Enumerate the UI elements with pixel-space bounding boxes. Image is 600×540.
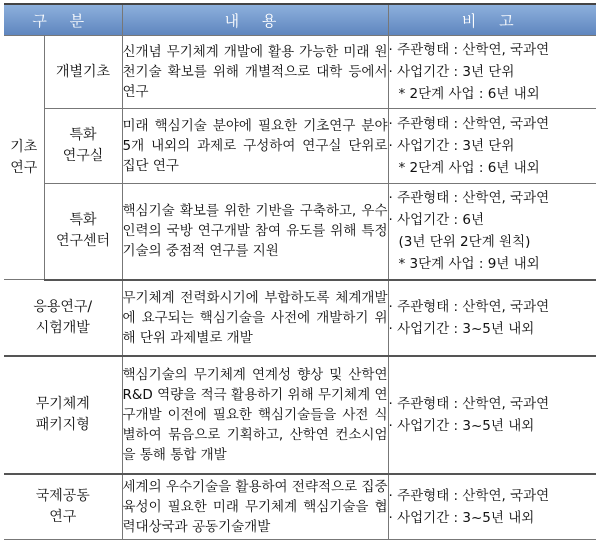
table-row <box>4 36 596 109</box>
row-note <box>388 280 596 356</box>
header-note: 비 고 <box>388 4 596 36</box>
row-name-line: 개별기초 <box>55 63 111 80</box>
note-line: · 사업기간 : 6년 <box>388 212 485 229</box>
note-line: * 3단계 사업 : 9년 내외 <box>398 256 540 273</box>
row-name-line: 연구 <box>49 508 77 525</box>
row-name-line: 연구센터 <box>55 233 111 250</box>
note-line: · 사업기간 : 3년 단위 <box>388 138 515 154</box>
row-name <box>4 356 122 474</box>
row-name-line: 국제공동 <box>35 487 90 504</box>
row-name-line: 응용연구/ <box>33 298 93 315</box>
row-name-line: 특화 <box>69 212 97 229</box>
row-content: 신개념 무기체계 개발에 활용 가능한 미래 원천기술 확보를 위해 개별적으로 대학 등에서 연구 <box>122 36 388 109</box>
table-row <box>4 474 596 540</box>
row-content: 핵심기술 확보를 위한 기반을 구축하고, 우수인력의 국방 연구개발 참여 유도를 위해 특정 기술의 중점적 연구를 지원 <box>122 184 388 280</box>
row-note <box>388 474 596 540</box>
note-line: (3년 단위 2단계 원칙) <box>398 234 531 251</box>
row-name <box>4 280 122 356</box>
row-note <box>388 109 596 184</box>
note-line: · 주관형태 : 산학연, 국과연 <box>388 487 550 504</box>
note-line: · 주관형태 : 산학연, 국과연 <box>388 116 550 132</box>
note-line: · 주관형태 : 산학연, 국과연 <box>388 298 550 315</box>
note-line: * 2단계 사업 : 6년 내외 <box>398 160 540 176</box>
row-name-line: 연구실 <box>62 148 104 164</box>
row-content: 세계의 우수기술을 활용하여 전략적으로 집중육성이 필요한 미래 무기체계 핵심기술을 협력대상국과 공동기술개발 <box>122 474 388 540</box>
note-line: · 주관형태 : 산학연, 국과연 <box>388 42 550 58</box>
group-label-line: 기초 <box>10 138 38 155</box>
table-row <box>4 184 596 280</box>
header-category: 구 분 <box>4 4 122 36</box>
row-note <box>388 356 596 474</box>
row-name <box>4 474 122 540</box>
note-line: · 사업기간 : 3~5년 내외 <box>388 509 535 526</box>
row-content: 무기체계 전력화시기에 부합하도록 체계개발에 요구되는 핵심기술을 사전에 개발하기 위해 단위 과제별로 개발 <box>122 280 388 356</box>
row-content: 핵심기술의 무기체계 연계성 향상 및 산학연 R&D 역량을 적극 활용하기 위해 무기체계 연구개발 이전에 필요한 핵심기술들을 사전 식별하여 묶음으로 기획하고, 산학연 컨소시엄을 통해 통합 개발 <box>122 356 388 474</box>
table-row <box>4 356 596 474</box>
note-line: · 사업기간 : 3~5년 내외 <box>388 320 535 337</box>
note-line: · 사업기간 : 3~5년 내외 <box>388 417 535 434</box>
row-name-line: 시험개발 <box>35 319 90 336</box>
row-content: 미래 핵심기술 분야에 필요한 기초연구 분야 5개 내외의 과제로 구성하여 연구실 단위로 집단 연구 <box>122 109 388 184</box>
note-line: · 사업기간 : 3년 단위 <box>388 64 515 80</box>
group-label-line: 연구 <box>10 159 38 176</box>
table-row <box>4 280 596 356</box>
note-line: · 주관형태 : 산학연, 국과연 <box>388 395 550 412</box>
note-line: * 2단계 사업 : 6년 내외 <box>398 86 540 102</box>
row-name-line: 패키지형 <box>35 416 90 433</box>
research-types-table <box>4 3 596 540</box>
row-name-line: 무기체계 <box>35 395 90 412</box>
row-name <box>44 36 122 109</box>
header-content: 내 용 <box>122 4 388 36</box>
table-row <box>4 109 596 184</box>
group-label-basic-research <box>4 36 44 280</box>
note-line: · 주관형태 : 산학연, 국과연 <box>388 190 550 207</box>
table-header-row <box>4 4 596 36</box>
row-name <box>44 184 122 280</box>
row-name-line: 특화 <box>69 127 97 143</box>
row-note <box>388 36 596 109</box>
row-name <box>44 109 122 184</box>
row-note <box>388 184 596 280</box>
